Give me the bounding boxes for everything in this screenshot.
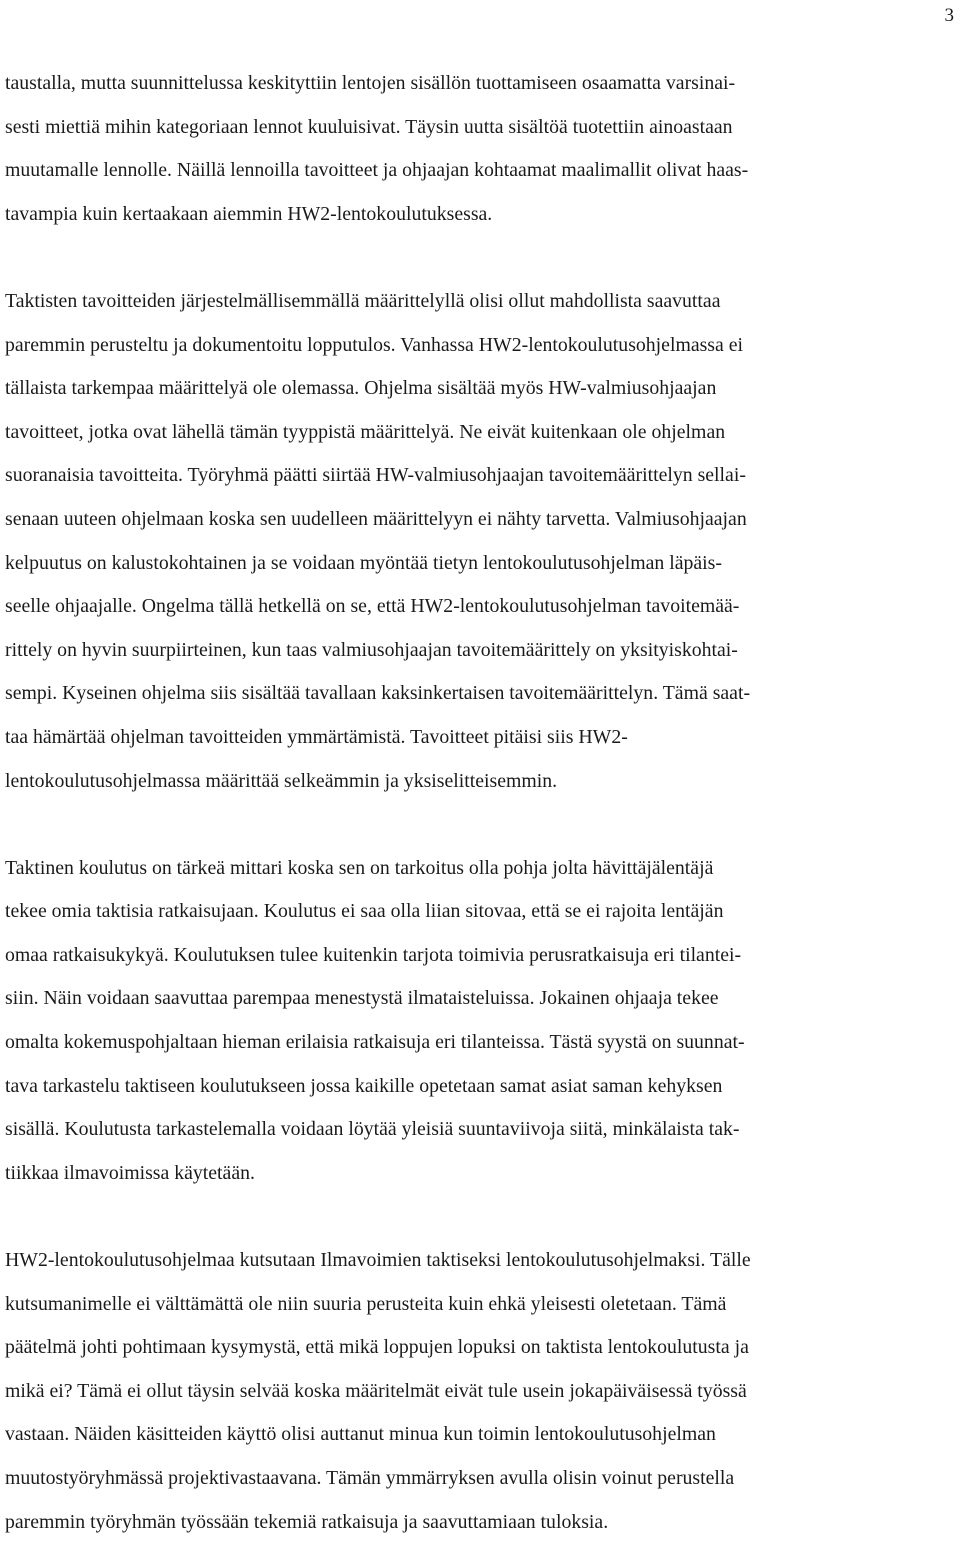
text-line: tava tarkastelu taktiseen koulutukseen jossa kaikille opetetaan samat asiat saman kehyksen — [5, 1074, 723, 1097]
text-line: sesti miettiä mihin kategoriaan lennot kuuluisivat. Täysin uutta sisältöä tuotettiin ainoastaan — [5, 115, 733, 138]
text-line: sempi. Kyseinen ohjelma siis sisältää tavallaan kaksinkertaisen tavoitemäärittelyn. Tämä saat- — [5, 682, 751, 705]
text-line: sisällä. Koulutusta tarkastelemalla voidaan löytää yleisiä suuntaviivoja siitä, minkälaista tak- — [5, 1118, 740, 1141]
text-line: muutostyöryhmässä projektivastaavana. Tämän ymmärryksen avulla olisin voinut perustella — [5, 1467, 735, 1489]
text-line: paremmin työryhmän työssään tekemiä ratkaisuja ja saavuttamiaan tuloksia. — [5, 1510, 609, 1533]
text-line: siin. Näin voidaan saavuttaa parempaa menestystä ilmataisteluissa. Jokainen ohjaaja tekee — [5, 987, 719, 1010]
document-body — [5, 62, 960, 1544]
text-line: taustalla, mutta suunnittelussa keskityttiin lentojen sisällön tuottamiseen osaamatta varsinai- — [5, 72, 736, 94]
text-line: kutsumanimelle ei välttämättä ole niin suuria perusteita kuin ehkä yleisesti oletetaan. Tämä — [5, 1292, 727, 1315]
text-line: HW2-lentokoulutusohjelmaa kutsutaan Ilmavoimien taktiseksi lentokoulutusohjelmaksi. Tälle — [5, 1249, 751, 1272]
text-line: taa hämärtää ohjelman tavoitteiden ymmärtämistä. Tavoitteet pitäisi siis HW2- — [5, 725, 628, 748]
text-line: omaa ratkaisukykyä. Koulutuksen tulee kuitenkin tarjota toimivia perusratkaisuja eri tilantei- — [5, 943, 742, 966]
text-line: tavampia kuin kertaakaan aiemmin HW2-lentokoulutuksessa. — [5, 202, 493, 225]
text-line: kelpuutus on kalustokohtainen ja se voidaan myöntää tietyn lentokoulutusohjelman läpäis- — [5, 551, 722, 574]
paragraph-2 — [5, 280, 960, 803]
text-line: Taktisten tavoitteiden järjestelmällisemmällä määrittelyllä olisi ollut mahdollista saavuttaa — [5, 289, 721, 312]
text-line: tällaista tarkempaa määrittelyä ole olemassa. Ohjelma sisältää myös HW-valmiusohjaajan — [5, 377, 717, 400]
paragraph-4 — [5, 1239, 960, 1544]
text-line: tiikkaa ilmavoimissa käytetään. — [5, 1161, 255, 1184]
text-line: lentokoulutusohjelmassa määrittää selkeämmin ja yksiselitteisemmin. — [5, 769, 558, 792]
text-line: suoranaisia tavoitteita. Työryhmä päätti siirtää HW-valmiusohjaajan tavoitemäärittelyn sellai- — [5, 464, 746, 487]
text-line: tekee omia taktisia ratkaisujaan. Koulutus ei saa olla liian sitovaa, että se ei rajoita lentäjän — [5, 900, 724, 923]
text-line: senaan uuteen ohjelmaan koska sen uudelleen määrittelyyn ei nähty tarvetta. Valmiusohjaajan — [5, 507, 747, 530]
paragraph-spacer — [5, 803, 960, 847]
paragraph-spacer — [5, 236, 960, 280]
text-line: seelle ohjaajalle. Ongelma tällä hetkellä on se, että HW2-lentokoulutusohjelman tavoitemää- — [5, 595, 740, 618]
text-line: päätelmä johti pohtimaan kysymystä, että mikä loppujen lopuksi on taktista lentokoulutusta ja — [5, 1336, 749, 1359]
text-line: rittely on hyvin suurpiirteinen, kun taas valmiusohjaajan tavoitemäärittely on yksityiskohtai- — [5, 638, 738, 661]
text-line: Taktinen koulutus on tärkeä mittari koska sen on tarkoitus olla pohja jolta hävittäjälentäjä — [5, 856, 714, 879]
paragraph-3 — [5, 847, 960, 1196]
text-line: tavoitteet, jotka ovat lähellä tämän tyyppistä määrittelyä. Ne eivät kuitenkaan ole ohjelman — [5, 420, 726, 443]
paragraph-1 — [5, 62, 960, 236]
paragraph-spacer — [5, 1195, 960, 1239]
text-line: omalta kokemuspohjaltaan hieman erilaisia ratkaisuja eri tilanteissa. Tästä syystä on suunnat- — [5, 1031, 745, 1054]
text-line: mikä ei? Tämä ei ollut täysin selvää koska määritelmät eivät tule usein jokapäiväisessä työssä — [5, 1379, 747, 1402]
text-line: vastaan. Näiden käsitteiden käyttö olisi auttanut minua kun toimin lentokoulutusohjelman — [5, 1423, 716, 1446]
text-line: paremmin perusteltu ja dokumentoitu lopputulos. Vanhassa HW2-lentokoulutusohjelmassa ei — [5, 333, 744, 356]
text-line: muutamalle lennolle. Näillä lennoilla tavoitteet ja ohjaajan kohtaamat maalimallit olivat haas- — [5, 159, 749, 182]
page-number: 3 — [944, 5, 954, 26]
